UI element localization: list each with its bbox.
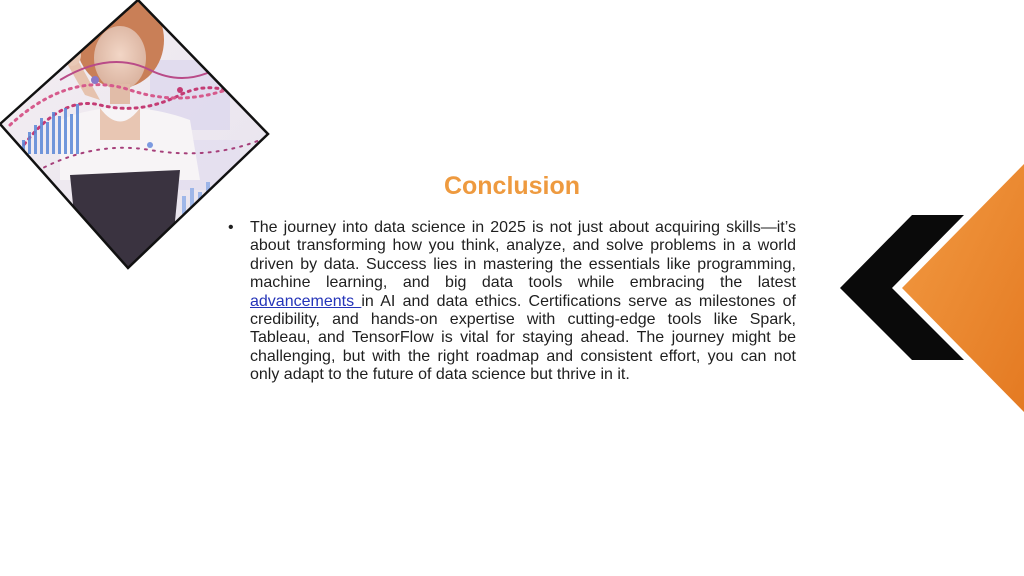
paragraph-text-end: in AI and data ethics. Certifications serve as milestones of credibility, and hands-on expertise with cutting-edge tools like Spark, Tableau, and TensorFlow is vital for staying ahead. The journey might be challenging, but with the right roadmap and consistent effort, you can not only adapt to the future of data science but thrive in it. xyxy=(250,292,797,384)
bullet-marker: • xyxy=(228,219,234,236)
paragraph-text-start: The journey into data science in 2025 is not just about acquiring skills—it’s about transforming how you think, analyze, and solve problems in a world driven by data. Success lies in mastering the essentials like programming, machine learning, and big data tools while embracing the latest xyxy=(250,219,796,292)
bullet-list xyxy=(228,219,796,385)
decorative-shapes xyxy=(832,160,1024,416)
slide-title: Conclusion xyxy=(443,172,581,200)
conclusion-paragraph xyxy=(250,219,796,385)
orange-triangle-shape xyxy=(902,164,1024,412)
advancements-link[interactable]: advancements xyxy=(250,292,362,310)
